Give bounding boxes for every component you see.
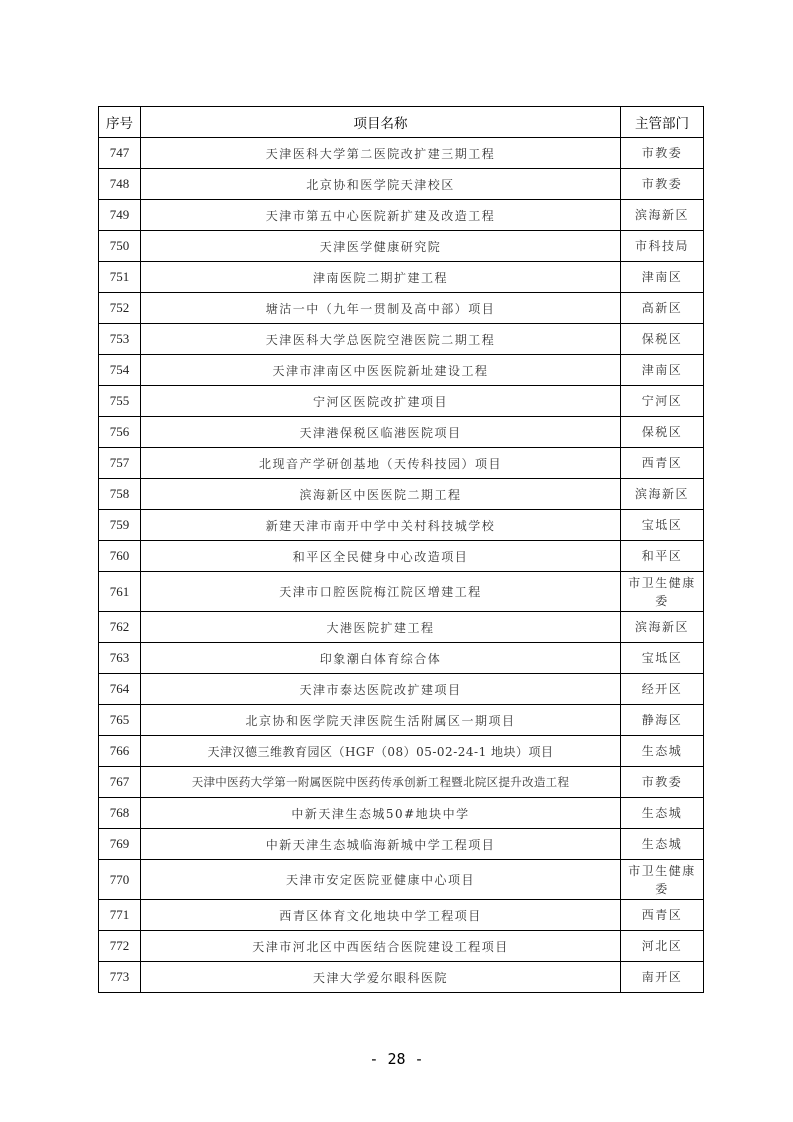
row-project-name: 和平区全民健身中心改造项目 <box>141 541 621 572</box>
row-department: 保税区 <box>621 417 704 448</box>
row-department: 滨海新区 <box>621 612 704 643</box>
row-department: 津南区 <box>621 262 704 293</box>
row-index: 756 <box>99 417 141 448</box>
row-department: 高新区 <box>621 293 704 324</box>
row-index: 749 <box>99 200 141 231</box>
table-row <box>99 386 704 417</box>
row-department: 生态城 <box>621 798 704 829</box>
table-row <box>99 931 704 962</box>
row-department: 市卫生健康委 <box>621 572 704 612</box>
row-project-name: 天津市口腔医院梅江院区增建工程 <box>141 572 621 612</box>
project-table <box>98 106 704 993</box>
row-department: 宁河区 <box>621 386 704 417</box>
row-department: 市科技局 <box>621 231 704 262</box>
row-project-name: 中新天津生态城临海新城中学工程项目 <box>141 829 621 860</box>
row-project-name: 天津市津南区中医医院新址建设工程 <box>141 355 621 386</box>
row-index: 748 <box>99 169 141 200</box>
row-department: 津南区 <box>621 355 704 386</box>
header-project-name: 项目名称 <box>141 107 621 138</box>
table-row <box>99 643 704 674</box>
row-project-name: 中新天津生态城50#地块中学 <box>141 798 621 829</box>
row-department: 宝坻区 <box>621 643 704 674</box>
table-row <box>99 448 704 479</box>
row-project-name: 天津医学健康研究院 <box>141 231 621 262</box>
row-index: 758 <box>99 479 141 510</box>
row-department: 滨海新区 <box>621 200 704 231</box>
row-department: 生态城 <box>621 829 704 860</box>
row-department: 市教委 <box>621 767 704 798</box>
table-row <box>99 231 704 262</box>
row-department: 市教委 <box>621 169 704 200</box>
row-index: 755 <box>99 386 141 417</box>
table-row <box>99 798 704 829</box>
table-row <box>99 169 704 200</box>
table-row <box>99 200 704 231</box>
row-department: 滨海新区 <box>621 479 704 510</box>
row-index: 769 <box>99 829 141 860</box>
page-number: - 28 - <box>369 1050 424 1068</box>
row-index: 764 <box>99 674 141 705</box>
table-row <box>99 572 704 612</box>
table-row <box>99 900 704 931</box>
row-index: 765 <box>99 705 141 736</box>
table-row <box>99 293 704 324</box>
row-index: 752 <box>99 293 141 324</box>
table-row <box>99 541 704 572</box>
table-row <box>99 355 704 386</box>
row-project-name: 天津大学爱尔眼科医院 <box>141 962 621 993</box>
table-row <box>99 767 704 798</box>
row-index: 747 <box>99 138 141 169</box>
row-index: 767 <box>99 767 141 798</box>
row-project-name: 天津医科大学总医院空港医院二期工程 <box>141 324 621 355</box>
table-row <box>99 860 704 900</box>
row-department: 和平区 <box>621 541 704 572</box>
table-row <box>99 736 704 767</box>
table-row <box>99 962 704 993</box>
row-project-name: 北现音产学研创基地（天传科技园）项目 <box>141 448 621 479</box>
row-index: 760 <box>99 541 141 572</box>
row-project-name: 北京协和医学院天津医院生活附属区一期项目 <box>141 705 621 736</box>
header-index: 序号 <box>99 107 141 138</box>
row-department: 西青区 <box>621 448 704 479</box>
row-index: 762 <box>99 612 141 643</box>
row-project-name: 天津中医药大学第一附属医院中医药传承创新工程暨北院区提升改造工程 <box>141 767 621 798</box>
row-project-name: 宁河区医院改扩建项目 <box>141 386 621 417</box>
row-project-name: 天津医科大学第二医院改扩建三期工程 <box>141 138 621 169</box>
header-department: 主管部门 <box>621 107 704 138</box>
table-row <box>99 705 704 736</box>
row-index: 761 <box>99 572 141 612</box>
table-row <box>99 479 704 510</box>
row-index: 772 <box>99 931 141 962</box>
row-index: 757 <box>99 448 141 479</box>
table-row <box>99 262 704 293</box>
row-department: 河北区 <box>621 931 704 962</box>
row-project-name: 西青区体育文化地块中学工程项目 <box>141 900 621 931</box>
table-row <box>99 674 704 705</box>
table-row <box>99 829 704 860</box>
row-department: 西青区 <box>621 900 704 931</box>
row-index: 770 <box>99 860 141 900</box>
row-project-name: 印象潮白体育综合体 <box>141 643 621 674</box>
row-project-name: 滨海新区中医医院二期工程 <box>141 479 621 510</box>
row-index: 754 <box>99 355 141 386</box>
row-project-name: 天津市第五中心医院新扩建及改造工程 <box>141 200 621 231</box>
row-project-name: 大港医院扩建工程 <box>141 612 621 643</box>
row-index: 771 <box>99 900 141 931</box>
row-project-name: 天津港保税区临港医院项目 <box>141 417 621 448</box>
row-project-name: 塘沽一中（九年一贯制及高中部）项目 <box>141 293 621 324</box>
row-index: 773 <box>99 962 141 993</box>
row-index: 759 <box>99 510 141 541</box>
row-department: 宝坻区 <box>621 510 704 541</box>
table-row <box>99 612 704 643</box>
row-index: 768 <box>99 798 141 829</box>
row-department: 保税区 <box>621 324 704 355</box>
row-index: 763 <box>99 643 141 674</box>
row-index: 766 <box>99 736 141 767</box>
row-project-name: 津南医院二期扩建工程 <box>141 262 621 293</box>
row-project-name: 新建天津市南开中学中关村科技城学校 <box>141 510 621 541</box>
row-department: 市教委 <box>621 138 704 169</box>
table-row <box>99 138 704 169</box>
row-department: 市卫生健康委 <box>621 860 704 900</box>
row-index: 751 <box>99 262 141 293</box>
row-project-name: 天津汉德三维教育园区（HGF（08）05-02-24-1 地块）项目 <box>141 736 621 767</box>
table-row <box>99 324 704 355</box>
row-project-name: 北京协和医学院天津校区 <box>141 169 621 200</box>
row-index: 750 <box>99 231 141 262</box>
row-department: 南开区 <box>621 962 704 993</box>
row-index: 753 <box>99 324 141 355</box>
table-header-row <box>99 107 704 138</box>
table-row <box>99 510 704 541</box>
row-project-name: 天津市河北区中西医结合医院建设工程项目 <box>141 931 621 962</box>
row-department: 经开区 <box>621 674 704 705</box>
table-row <box>99 417 704 448</box>
row-department: 生态城 <box>621 736 704 767</box>
row-project-name: 天津市泰达医院改扩建项目 <box>141 674 621 705</box>
row-department: 静海区 <box>621 705 704 736</box>
row-project-name: 天津市安定医院亚健康中心项目 <box>141 860 621 900</box>
